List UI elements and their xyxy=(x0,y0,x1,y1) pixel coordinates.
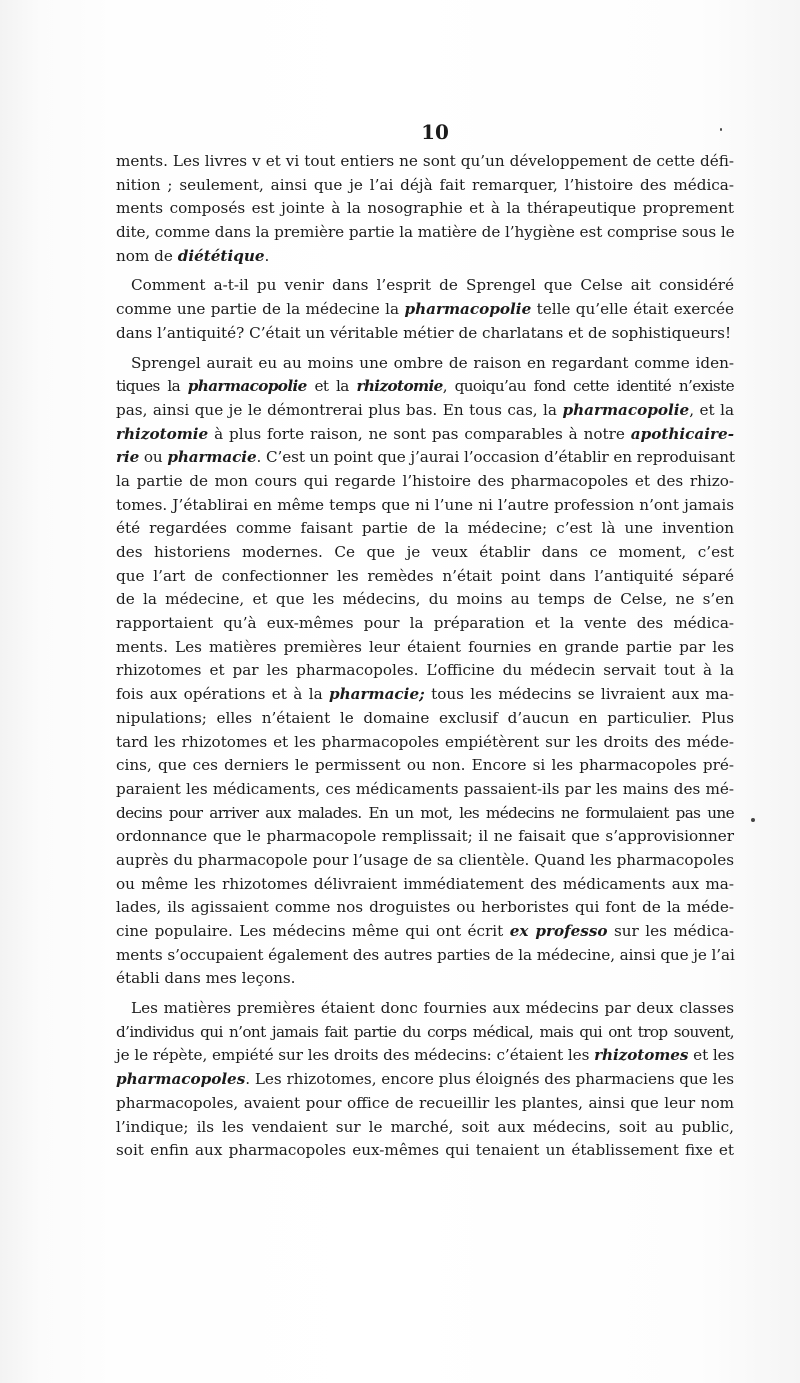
text-run: ments. Les livres v et vi tout entiers ne sont qu’un développement de cette défi- xyxy=(116,152,734,170)
text-run: . xyxy=(264,246,270,265)
text-run: auprès du pharmacopole pour l’usage de sa clientèle. Quand les pharmacopoles xyxy=(116,850,734,869)
text-line xyxy=(116,197,734,221)
paragraph xyxy=(116,352,734,992)
text-line xyxy=(116,174,734,198)
text-line xyxy=(116,1116,734,1140)
text-run: ments composés est jointe à la nosographie et à la thérapeutique proprement xyxy=(116,199,734,218)
text-run: et les xyxy=(688,1046,735,1065)
text-run: pas, ainsi que je le démontrerai plus bas. En tous cas, la xyxy=(116,400,563,419)
text-run: Comment a-t-il pu venir dans l’esprit de Sprengel que Celse ait considéré xyxy=(131,276,734,295)
text-line xyxy=(116,612,734,636)
text-line xyxy=(116,322,734,346)
text-run: decins pour arriver aux malades. En un mot, les médecins ne formulaient pas une xyxy=(116,803,734,822)
text-line xyxy=(116,636,734,660)
italic-term: diététique xyxy=(177,246,265,265)
text-run: et la xyxy=(306,377,357,396)
italic-term: rhizotomes xyxy=(594,1046,689,1065)
text-run: ou même les rhizotomes délivraient immédiatement des médicaments aux ma- xyxy=(116,874,734,893)
text-line xyxy=(116,944,734,968)
text-run: pharmacopoles, avaient pour office de recueillir les plantes, ainsi que leur nom xyxy=(116,1093,734,1112)
paragraph xyxy=(116,150,734,268)
text-line xyxy=(116,802,734,826)
text-line xyxy=(116,423,734,447)
text-line xyxy=(116,967,734,991)
text-line xyxy=(116,541,734,565)
italic-term: apothicaire- xyxy=(630,424,734,443)
text-run: . Les rhizotomes, encore plus éloignés des pharmaciens que les xyxy=(245,1070,735,1089)
text-run: lades, ils agissaient comme nos droguistes ou herboristes qui font de la méde- xyxy=(116,898,734,917)
text-line xyxy=(116,997,734,1021)
text-run: nipulations; elles n’étaient le domaine exclusif d’aucun en particulier. Plus xyxy=(116,708,734,727)
text-line xyxy=(116,659,734,683)
text-run: Les matières premières étaient donc fournies aux médecins par deux classes xyxy=(131,999,734,1018)
text-line xyxy=(116,298,734,322)
text-line xyxy=(116,494,734,518)
text-line xyxy=(116,1044,734,1068)
italic-term: pharmacopolie xyxy=(404,300,532,319)
text-run: tomes. J’établirai en même temps que ni l’une ni l’autre profession n’ont jamais xyxy=(116,495,734,514)
text-line xyxy=(116,375,734,399)
text-run: cine populaire. Les médecins même qui ont écrit xyxy=(116,922,510,940)
italic-term: pharmacopolie xyxy=(187,377,307,396)
text-run: rhizotomes et par les pharmacopoles. L’officine du médecin servait tout à la xyxy=(116,661,734,680)
text-run: que l’art de confectionner les remèdes n’était point dans l’antiquité séparé xyxy=(116,566,734,585)
text-line xyxy=(116,1092,734,1116)
text-line xyxy=(116,873,734,897)
text-run: . C’est un point que j’aurai l’occasion d’établir en reproduisant xyxy=(256,448,735,467)
text-run: fois aux opérations et à la xyxy=(116,685,330,704)
text-run: d’individus qui n’ont jamais fait partie du corps médical, mais qui ont trop souvent, xyxy=(116,1022,734,1041)
italic-term: pharmacie; xyxy=(329,685,425,704)
text-run: nition ; seulement, ainsi que je l’ai déjà fait remarquer, l’histoire des médica- xyxy=(116,175,734,194)
text-run: soit enfin aux pharmacopoles eux-mêmes qui tenaient un établissement fixe et xyxy=(116,1141,734,1160)
text-run: dite, comme dans la première partie la matière de l’hygiène est comprise sous le xyxy=(116,223,735,242)
text-line xyxy=(116,565,734,589)
text-run: , quoiqu’au fond cette identité n’existe xyxy=(442,377,734,396)
paragraph xyxy=(116,274,734,345)
text-line xyxy=(116,245,734,269)
text-run: l’indique; ils les vendaient sur le marché, soit aux médecins, soit au public, xyxy=(116,1117,734,1136)
text-run: été regardées comme faisant partie de la médecine; c’est là une invention xyxy=(116,519,734,538)
text-line xyxy=(116,150,734,174)
text-line xyxy=(116,849,734,873)
text-run: paraient les médicaments, ces médicaments passaient-ils par les mains des mé- xyxy=(116,779,734,798)
text-run: tard les rhizotomes et les pharmacopoles empiétèrent sur les droits des méde- xyxy=(116,732,734,751)
text-line xyxy=(116,221,734,245)
text-run: , et la xyxy=(689,400,734,419)
text-run: Sprengel aurait eu au moins une ombre de raison en regardant comme iden- xyxy=(131,353,734,372)
text-run: la partie de mon cours qui regarde l’histoire des pharmacopoles et des rhizo- xyxy=(116,471,734,490)
text-run: tiques la xyxy=(116,377,188,396)
italic-term: pharmacopoles xyxy=(116,1070,246,1089)
text-line xyxy=(116,707,734,731)
italic-term: ex professo xyxy=(509,922,608,940)
text-run: établi dans mes leçons. xyxy=(116,969,296,988)
text-run: tous les médecins se livraient aux ma- xyxy=(424,685,734,704)
text-line xyxy=(116,399,734,423)
body-text xyxy=(116,150,734,1163)
text-line xyxy=(116,825,734,849)
text-run: nom de xyxy=(116,246,178,265)
text-run: telle qu’elle était exercée xyxy=(531,300,734,319)
text-line xyxy=(116,352,734,376)
text-line xyxy=(116,754,734,778)
page-number: 10 xyxy=(421,120,449,144)
text-run: rapportaient qu’à eux-mêmes pour la préparation et la vente des médica- xyxy=(116,614,734,633)
text-line xyxy=(116,274,734,298)
text-line xyxy=(116,446,734,470)
text-line xyxy=(116,920,734,944)
text-run: ments s’occupaient également des autres parties de la médecine, ainsi que je l’ai xyxy=(116,945,735,964)
italic-term: pharmacie xyxy=(167,448,257,467)
text-run: comme une partie de la médecine la xyxy=(116,300,405,319)
text-line xyxy=(116,1021,734,1045)
paragraph xyxy=(116,997,734,1163)
text-run: ou xyxy=(139,448,168,467)
text-run: de la médecine, et que les médecins, du moins au temps de Celse, ne s’en xyxy=(116,590,734,609)
text-line xyxy=(116,588,734,612)
ink-speck xyxy=(751,818,755,822)
italic-term: rhizotomie xyxy=(356,377,443,396)
italic-term: rie xyxy=(116,448,140,467)
text-line xyxy=(116,731,734,755)
text-line xyxy=(116,683,734,707)
text-run: je le répète, empiété sur les droits des médecins: c’étaient les xyxy=(116,1046,595,1065)
italic-term: rhizotomie xyxy=(116,424,209,443)
italic-term: pharmacopolie xyxy=(562,400,690,419)
text-run: sur les médica- xyxy=(607,922,735,940)
ink-speck xyxy=(720,128,722,131)
text-run: des historiens modernes. Ce que je veux établir dans ce moment, c’est xyxy=(116,543,734,561)
text-line xyxy=(116,1068,734,1092)
text-run: ments. Les matières premières leur étaient fournies en grande partie par les xyxy=(116,637,734,656)
text-run: à plus forte raison, ne sont pas comparables à notre xyxy=(208,424,631,443)
text-line xyxy=(116,896,734,920)
text-run: cins, que ces derniers le permissent ou non. Encore si les pharmacopoles pré- xyxy=(116,756,734,775)
text-line xyxy=(116,1139,734,1163)
text-run: dans l’antiquité? C’était un véritable métier de charlatans et de sophistiqueurs! xyxy=(116,323,732,342)
text-line xyxy=(116,778,734,802)
text-line xyxy=(116,517,734,541)
text-line xyxy=(116,470,734,494)
text-run: ordonnance que le pharmacopole remplissait; il ne faisait que s’approvisionner xyxy=(116,827,734,846)
